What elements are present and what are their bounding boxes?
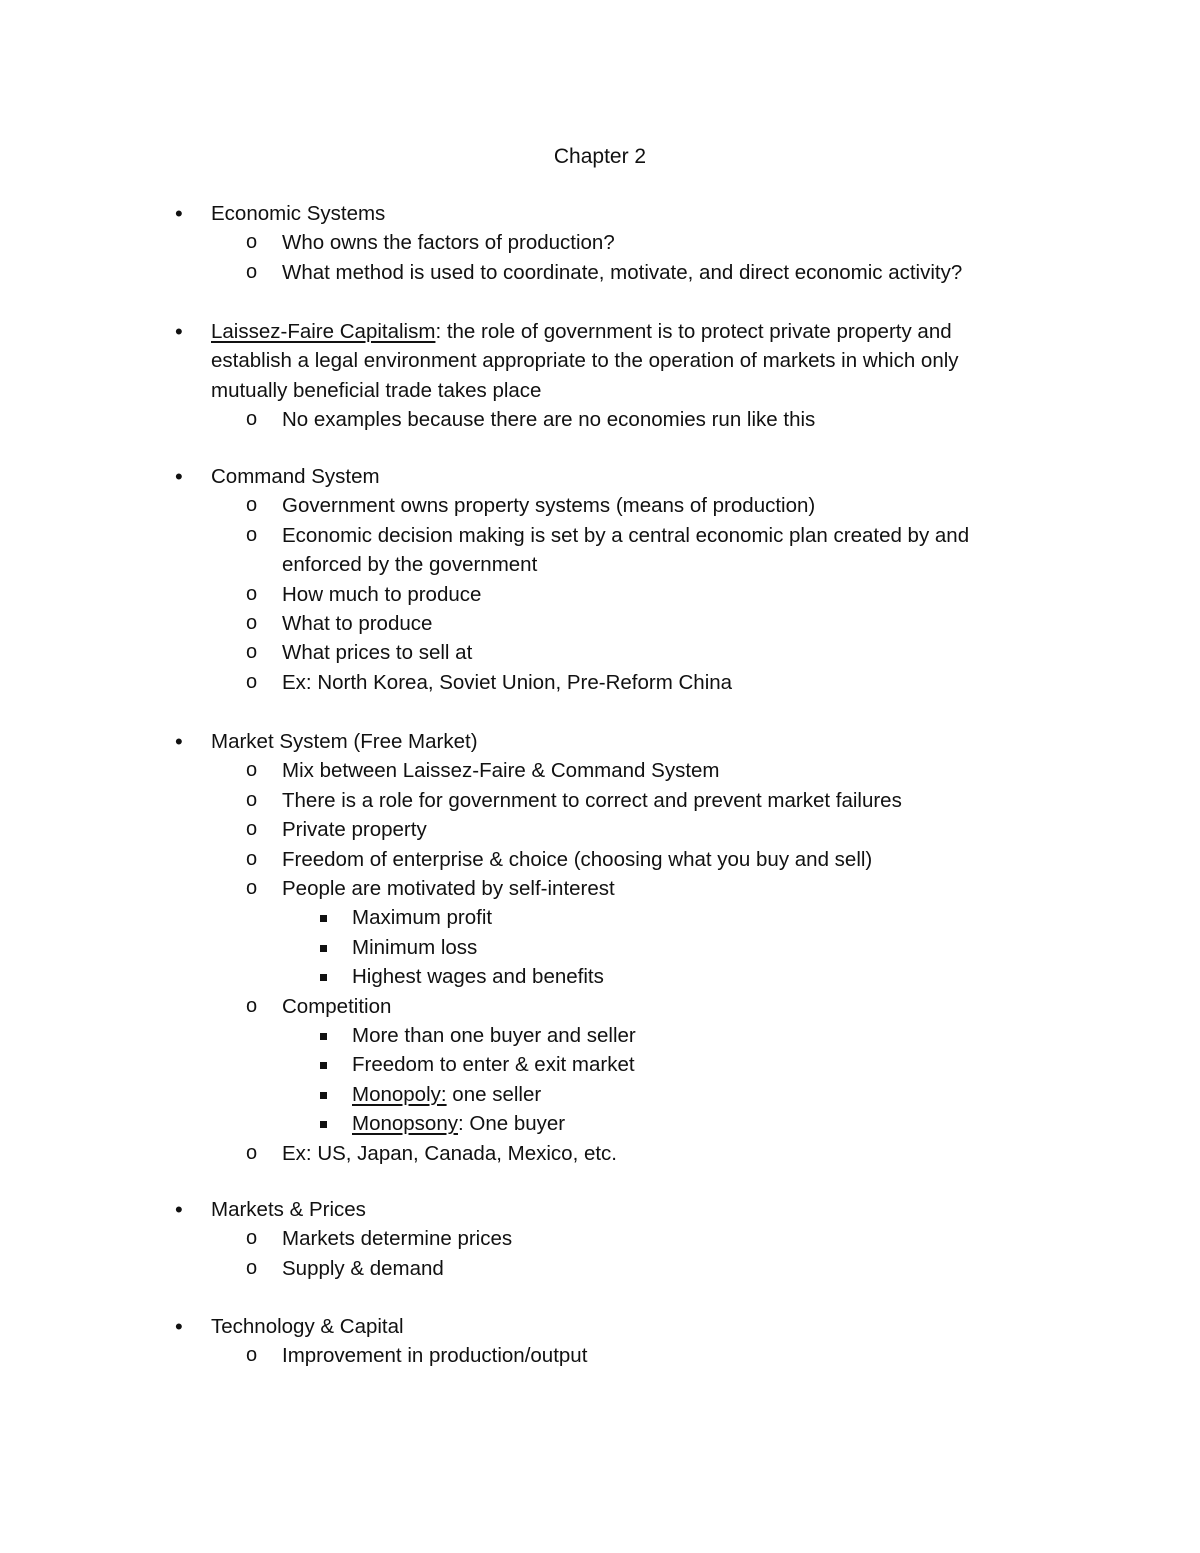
definition-text: : One buyer xyxy=(457,1112,566,1136)
list-item-text: Private property xyxy=(282,818,427,842)
circle-bullet-icon: o xyxy=(246,1141,258,1164)
list-item xyxy=(246,258,1022,287)
circle-bullet-icon: o xyxy=(246,641,258,664)
section-economic-systems xyxy=(0,199,1200,287)
list-item-text: Mix between Laissez-Faire & Command System xyxy=(282,759,720,783)
bullet-icon: • xyxy=(175,201,183,226)
definition-text: : the role of government is to protect private property and establish a legal environment appropriate to the operation of markets in which only mutually beneficial trade takes place xyxy=(211,320,959,402)
square-bullet-icon xyxy=(320,1062,327,1069)
circle-bullet-icon: o xyxy=(246,582,258,605)
bullet-icon: • xyxy=(175,1314,183,1339)
list-item xyxy=(246,405,1022,434)
list-item xyxy=(246,1224,1022,1253)
circle-bullet-icon: o xyxy=(246,1227,258,1250)
square-bullet-icon xyxy=(320,1033,327,1040)
list-item xyxy=(246,1139,1022,1168)
list-item-text: Who owns the factors of production? xyxy=(282,231,615,255)
circle-bullet-icon: o xyxy=(246,231,258,254)
list-item-text: Ex: US, Japan, Canada, Mexico, etc. xyxy=(282,1141,617,1165)
list-item-text: Highest wages and benefits xyxy=(352,965,604,989)
list-item xyxy=(175,1195,1021,1224)
list-item xyxy=(352,933,1012,962)
square-bullet-icon xyxy=(320,1092,327,1099)
circle-bullet-icon: o xyxy=(246,408,258,431)
list-item xyxy=(352,1021,1012,1050)
defined-term: Monopoly: xyxy=(352,1082,447,1106)
bullet-icon: • xyxy=(175,1197,183,1222)
list-item xyxy=(246,609,1022,638)
square-bullet-icon xyxy=(320,945,327,952)
circle-bullet-icon: o xyxy=(246,260,258,283)
list-item xyxy=(175,727,1021,756)
list-item-text: Markets determine prices xyxy=(282,1227,513,1251)
definition-text: one seller xyxy=(446,1082,542,1106)
list-item-text: Maximum profit xyxy=(352,906,493,930)
list-item-text: No examples because there are no economies run like this xyxy=(282,408,816,432)
list-item xyxy=(246,521,1022,580)
circle-bullet-icon: o xyxy=(246,494,258,517)
circle-bullet-icon: o xyxy=(246,818,258,841)
list-item xyxy=(175,462,1021,491)
circle-bullet-icon: o xyxy=(246,670,258,693)
list-item-text: Improvement in production/output xyxy=(282,1344,588,1368)
circle-bullet-icon: o xyxy=(246,1256,258,1279)
list-item xyxy=(246,845,1022,874)
list-item xyxy=(352,962,1012,991)
circle-bullet-icon: o xyxy=(246,523,258,546)
list-item xyxy=(246,491,1022,520)
list-item xyxy=(246,756,1022,785)
list-item-text: Freedom of enterprise & choice (choosing what you buy and sell) xyxy=(282,847,873,871)
section-heading: Market System (Free Market) xyxy=(211,730,478,753)
bullet-icon: • xyxy=(175,319,183,344)
list-item-text: How much to produce xyxy=(282,582,482,606)
list-item xyxy=(352,1080,1012,1109)
circle-bullet-icon: o xyxy=(246,788,258,811)
list-item xyxy=(352,903,1012,932)
defined-term: Monopsony xyxy=(352,1112,458,1136)
list-item xyxy=(246,638,1022,667)
list-item xyxy=(246,992,1022,1021)
list-item xyxy=(246,580,1022,609)
list-item xyxy=(246,786,1022,815)
list-item xyxy=(246,228,1022,257)
bullet-icon: • xyxy=(175,729,183,754)
list-item xyxy=(246,1254,1022,1283)
list-item-text: Government owns property systems (means of production) xyxy=(282,494,816,518)
list-item-text: Minimum loss xyxy=(352,935,478,959)
list-item-text: Supply & demand xyxy=(282,1256,444,1280)
list-item xyxy=(246,874,1022,903)
list-item-text: Ex: North Korea, Soviet Union, Pre-Reform China xyxy=(282,670,733,694)
circle-bullet-icon: o xyxy=(246,994,258,1017)
circle-bullet-icon: o xyxy=(246,877,258,900)
list-item xyxy=(352,1109,1012,1138)
square-bullet-icon xyxy=(320,974,327,981)
list-item-text: What method is used to coordinate, motivate, and direct economic activity? xyxy=(282,260,963,284)
list-item xyxy=(246,815,1022,844)
section-command-system xyxy=(0,462,1200,697)
bullet-icon: • xyxy=(175,464,183,489)
circle-bullet-icon: o xyxy=(246,759,258,782)
circle-bullet-icon: o xyxy=(246,847,258,870)
list-item-text: What prices to sell at xyxy=(282,641,473,665)
list-item xyxy=(246,1341,1022,1370)
list-item xyxy=(246,668,1022,697)
square-bullet-icon xyxy=(320,1121,327,1128)
list-item-text: People are motivated by self-interest xyxy=(282,877,615,901)
list-item xyxy=(175,1312,1021,1341)
section-technology-capital xyxy=(0,1312,1200,1371)
list-item-text: What to produce xyxy=(282,612,433,636)
section-heading: Economic Systems xyxy=(211,202,386,225)
section-heading: Command System xyxy=(211,465,380,488)
section-laissez-faire xyxy=(0,317,1200,435)
list-item-text: Economic decision making is set by a central economic plan created by and enforced by the government xyxy=(282,523,970,577)
section-heading: Technology & Capital xyxy=(211,1315,404,1338)
list-item xyxy=(175,317,1021,405)
circle-bullet-icon: o xyxy=(246,1344,258,1367)
list-item xyxy=(352,1050,1012,1079)
section-market-system xyxy=(0,727,1200,1168)
square-bullet-icon xyxy=(320,915,327,922)
section-heading: Markets & Prices xyxy=(211,1198,366,1221)
list-item-text: Competition xyxy=(282,994,392,1018)
list-item-text: There is a role for government to correct and prevent market failures xyxy=(282,788,902,812)
section-markets-prices xyxy=(0,1195,1200,1283)
list-item xyxy=(175,199,1021,228)
circle-bullet-icon: o xyxy=(246,612,258,635)
list-item-text: Freedom to enter & exit market xyxy=(352,1053,635,1077)
defined-term: Laissez-Faire Capitalism xyxy=(211,320,436,343)
list-item-text: More than one buyer and seller xyxy=(352,1024,636,1048)
page-title: Chapter 2 xyxy=(553,145,647,168)
